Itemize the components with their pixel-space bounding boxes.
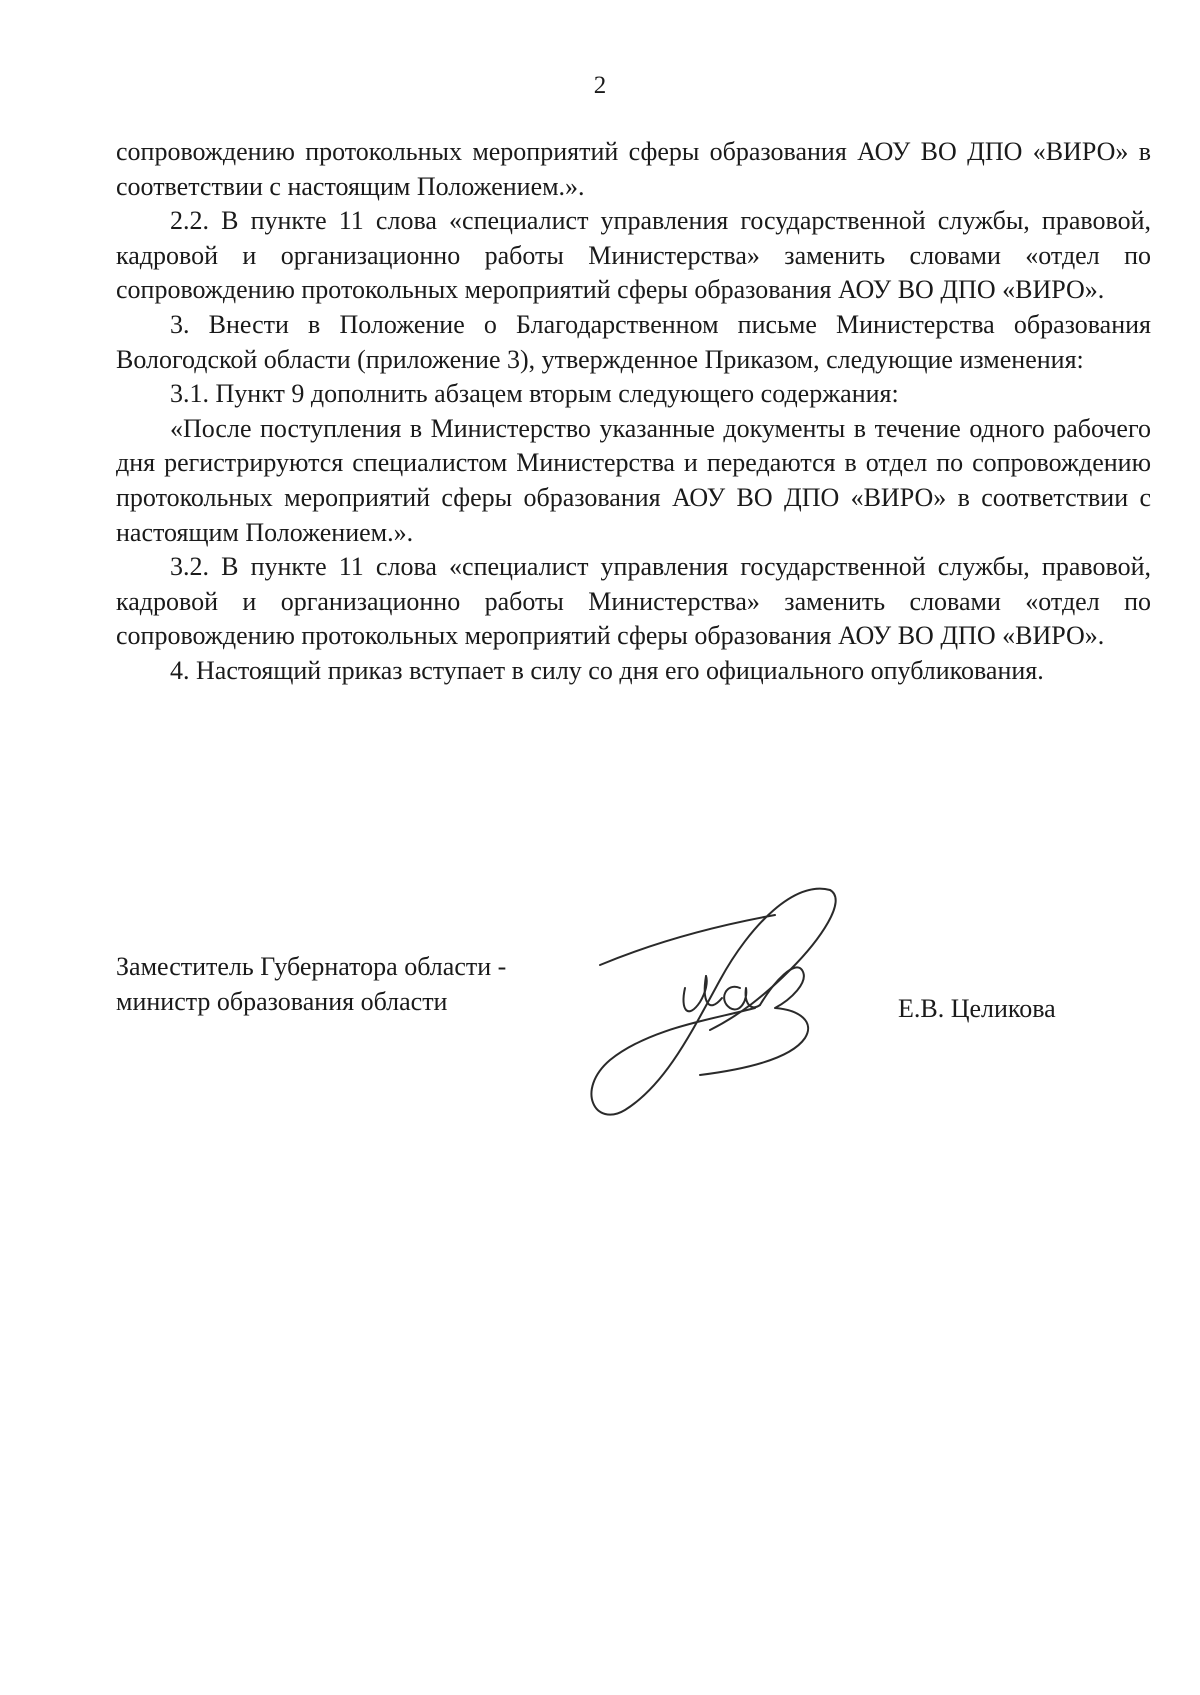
position-line-1: Заместитель Губернатора области - <box>116 952 507 981</box>
document-body <box>116 135 1151 689</box>
paragraph-3-2: 3.2. В пункте 11 слова «специалист управления государственной службы, правовой, кадровой и организационно работы Министерства» заменить словами «отдел по сопровождению протокольных мероприятий сферы образования АОУ ВО ДПО «ВИРО». <box>116 552 1151 651</box>
position-line-2: министр образования области <box>116 986 448 1016</box>
signatory-position <box>116 950 506 1019</box>
paragraph-continuation: сопровождению протокольных мероприятий сферы образования АОУ ВО ДПО «ВИРО» в соответствии с настоящим Положением.». <box>116 137 1151 201</box>
paragraph-4: 4. Настоящий приказ вступает в силу со дня его официального опубликования. <box>170 655 1044 685</box>
paragraph-2-2: 2.2. В пункте 11 слова «специалист управления государственной службы, правовой, кадровой и организационно работы Министерства» заменить словами «отдел по сопровождению протокольных мероприятий сферы образования АОУ ВО ДПО «ВИРО». <box>116 206 1151 305</box>
signer-name: Е.В. Целикова <box>898 994 1056 1023</box>
handwritten-signature <box>580 870 910 1130</box>
paragraph-3-1: 3.1. Пункт 9 дополнить абзацем вторым следующего содержания: <box>170 379 899 409</box>
paragraph-quote: «После поступления в Министерство указанные документы в течение одного рабочего дня регистрируются специалистом Министерства и передаются в отдел по сопровождению протокольных мероприятий сферы образования АОУ ВО ДПО «ВИРО» в соответствии с настоящим Положением.». <box>116 413 1151 547</box>
paragraph-3: 3. Внести в Положение о Благодарственном письме Министерства образования Вологодской области (приложение 3), утвержденное Приказом, следующие изменения: <box>116 309 1151 374</box>
page-number: 2 <box>593 72 607 99</box>
